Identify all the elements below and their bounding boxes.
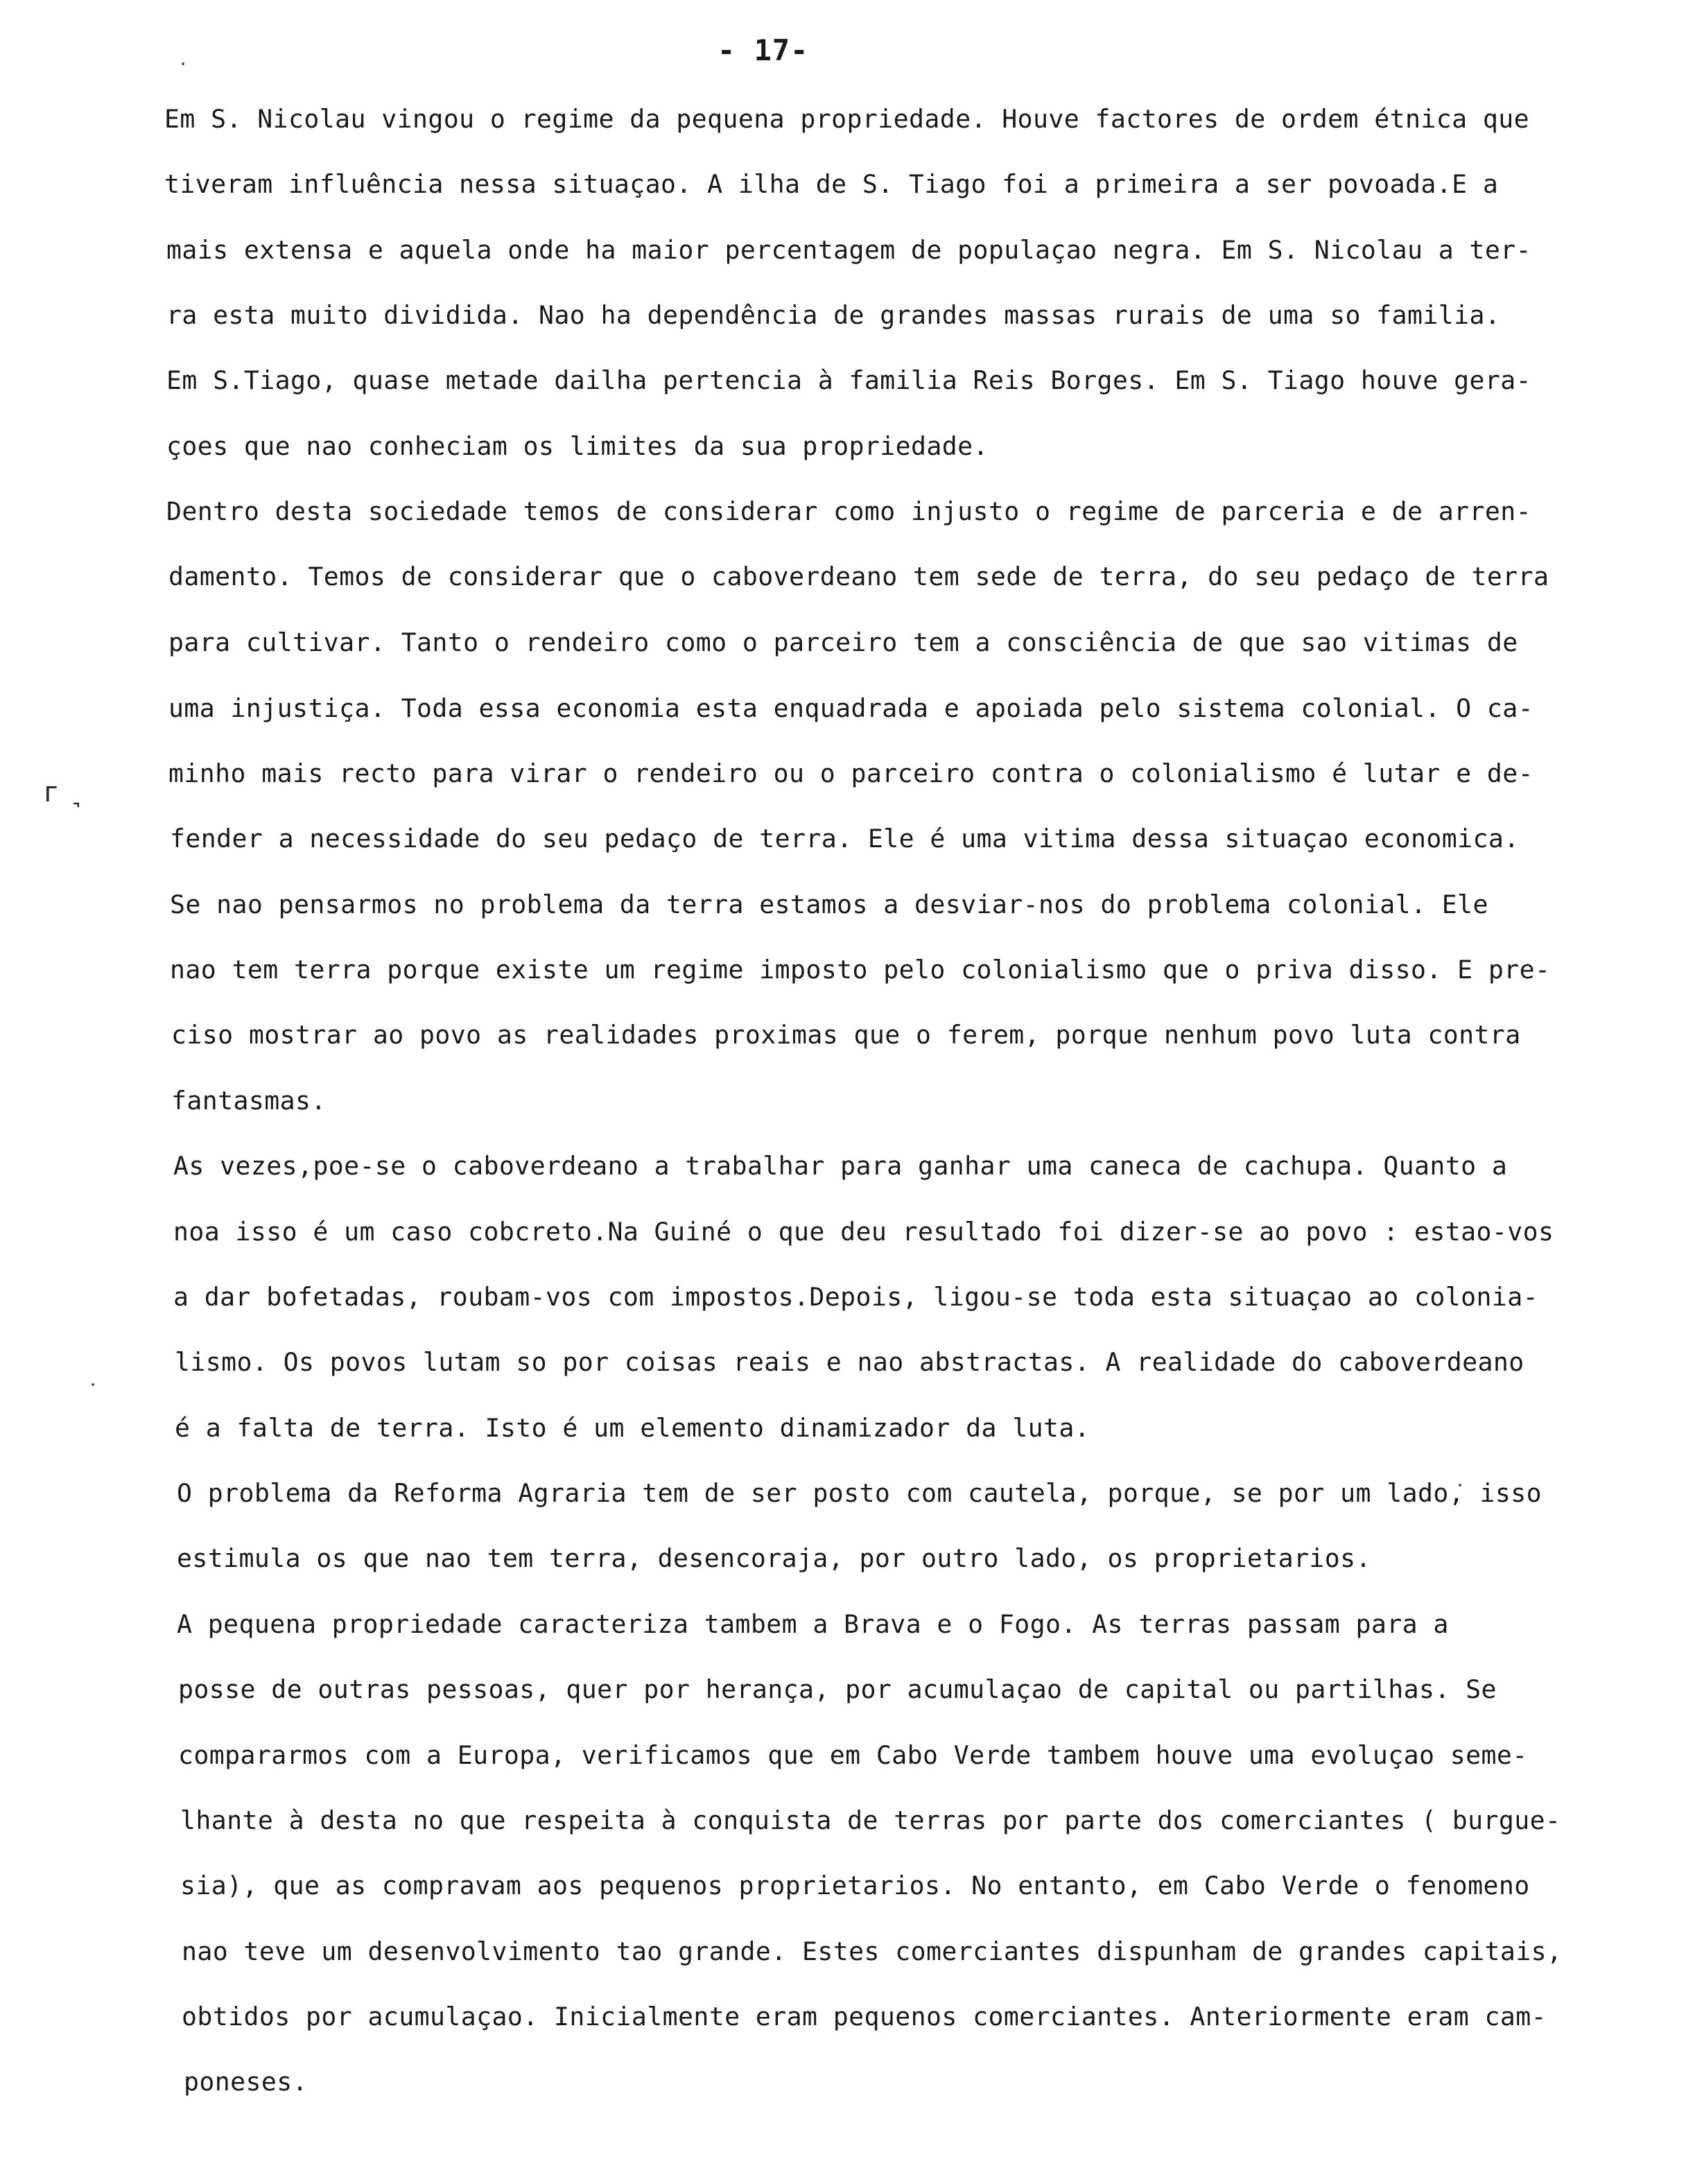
text-line: a dar bofetadas, roubam-vos com impostos.Depois, ligou-se toda esta situaçao ao colonia- [173, 1282, 1538, 1312]
text-line: obtidos por acumulaçao. Inicialmente eram pequenos comerciantes. Anteriormente eram cam- [182, 2002, 1547, 2031]
text-line: Se nao pensarmos no problema da terra estamos a desviar-nos do problema colonial. Ele [170, 890, 1488, 919]
text-line: tiveram influência nessa situaçao. A ilha de S. Tiago foi a primeira a ser povoada.E a [164, 169, 1499, 199]
text-line: damento. Temos de considerar que o caboverdeano tem sede de terra, do seu pedaço de terra [168, 562, 1549, 591]
scan-speck [182, 62, 184, 65]
text-line: fantasmas. [171, 1086, 327, 1116]
text-line: é a falta de terra. Isto é um elemento dinamizador da luta. [175, 1413, 1090, 1443]
text-line: estimula os que nao tem terra, desencoraja, por outro lado, os proprietarios. [177, 1543, 1371, 1573]
text-line: nao tem terra porque existe um regime imposto pelo colonialismo que o priva disso. E pre- [170, 955, 1551, 985]
text-line: poneses. [184, 2067, 308, 2097]
page-number: - 17- [718, 33, 809, 67]
text-line: Em S. Nicolau vingou o regime da pequena propriedade. Houve factores de ordem étnica que [164, 104, 1529, 134]
text-line: ciso mostrar ao povo as realidades proximas que o ferem, porque nenhum povo luta contra [171, 1020, 1521, 1050]
text-line: lismo. Os povos lutam so por coisas reais e nao abstractas. A realidade do caboverdeano [175, 1347, 1524, 1377]
text-line: compararmos com a Europa, verificamos que em Cabo Verde tambem houve uma evoluçao seme- [178, 1740, 1528, 1770]
text-line: posse de outras pessoas, quer por herança, por acumulaçao de capital ou partilhas. Se [178, 1674, 1497, 1704]
text-line: çoes que nao conheciam os limites da sua propriedade. [166, 431, 989, 461]
text-line: ra esta muito dividida. Nao ha dependência de grandes massas rurais de uma so familia. [166, 300, 1501, 330]
text-line: Dentro desta sociedade temos de considerar como injusto o regime de parceria e de arren- [166, 496, 1531, 526]
text-line: fender a necessidade do seu pedaço de terra. Ele é uma vitima dessa situaçao economica. [170, 824, 1520, 853]
text-line: Em S.Tiago, quase metade dailha pertencia à familia Reis Borges. Em S. Tiago houve gera- [166, 365, 1531, 395]
text-line: sia), que as compravam aos pequenos proprietarios. No entanto, em Cabo Verde o fenomeno [180, 1871, 1530, 1900]
text-line: noa isso é um caso cobcreto.Na Guiné o que deu resultado foi dizer-se ao povo : estao-vos [173, 1217, 1554, 1247]
scan-speck [92, 1383, 94, 1386]
text-line: A pequena propriedade caracteriza tambem a Brava e o Fogo. As terras passam para a [177, 1609, 1449, 1639]
text-line: mais extensa e aquela onde ha maior percentagem de populaçao negra. Em S. Nicolau a ter- [166, 235, 1531, 265]
text-line: lhante à desta no que respeita à conquista de terras por parte dos comerciantes ( burgue- [180, 1805, 1561, 1835]
text-line: As vezes,poe-se o caboverdeano a trabalhar para ganhar uma caneca de cachupa. Quanto a [173, 1151, 1508, 1181]
text-line: nao teve um desenvolvimento tao grande. Estes comerciantes dispunham de grandes capitais, [182, 1936, 1563, 1966]
text-line: minho mais recto para virar o rendeiro ou o parceiro contra o colonialismo é lutar e de- [168, 759, 1533, 788]
text-line: para cultivar. Tanto o rendeiro como o parceiro tem a consciência de que sao vitimas de [168, 627, 1518, 657]
text-line: O problema da Reforma Agraria tem de ser posto com cautela, porque, se por um lado, isso [177, 1478, 1542, 1508]
margin-mark: г ͉ [43, 777, 77, 808]
text-line: uma injustiça. Toda essa economia esta enquadrada e apoiada pelo sistema colonial. O ca- [168, 693, 1533, 723]
